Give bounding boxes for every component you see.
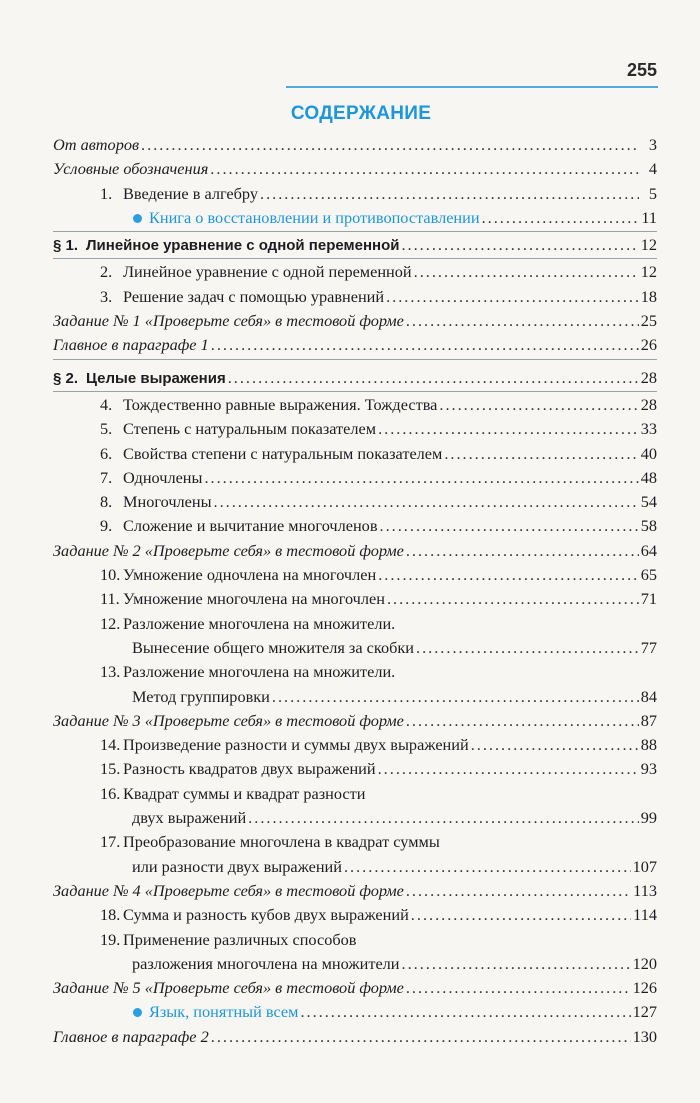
entry-label: Разложение многочлена на множители. bbox=[123, 662, 396, 682]
leader-dots bbox=[406, 539, 639, 563]
toc-entry[interactable] bbox=[53, 879, 657, 903]
bullet-icon bbox=[133, 214, 142, 223]
entry-label: Степень с натуральным показателем bbox=[123, 419, 377, 439]
toc-entry-continuation[interactable] bbox=[53, 685, 657, 709]
entry-page: 40 bbox=[640, 443, 657, 463]
entry-page: 58 bbox=[640, 516, 657, 536]
entry-label: Решение задач с помощью уравнений bbox=[123, 286, 385, 306]
entry-page: 11 bbox=[641, 207, 657, 227]
entry-label: Преобразование многочлена в квадрат суммы bbox=[123, 832, 440, 852]
entry-label: Задание № 5 «Проверьте себя» в тестовой форме bbox=[53, 978, 404, 998]
leader-dots bbox=[482, 206, 639, 230]
entry-label: Одночлены bbox=[123, 467, 203, 487]
toc-entry[interactable] bbox=[53, 612, 657, 636]
leader-dots bbox=[439, 393, 638, 417]
toc-entry[interactable] bbox=[53, 903, 657, 927]
entry-label: Произведение разности и суммы двух выражений bbox=[123, 735, 469, 755]
entry-page: 28 bbox=[640, 367, 657, 387]
leader-dots bbox=[378, 417, 639, 441]
entry-number: 1. bbox=[100, 183, 113, 203]
toc-entry[interactable] bbox=[53, 417, 657, 441]
toc-entry[interactable] bbox=[53, 928, 657, 952]
toc-entry[interactable] bbox=[53, 309, 657, 333]
entry-page: 88 bbox=[640, 735, 657, 755]
entry-number: 14. bbox=[100, 735, 121, 755]
entry-label: Главное в параграфе 2 bbox=[53, 1026, 209, 1046]
entry-number: 5. bbox=[100, 419, 113, 439]
toc-entry[interactable] bbox=[53, 206, 657, 230]
entry-label: Свойства степени с натуральным показателем bbox=[123, 443, 443, 463]
toc-entry[interactable] bbox=[53, 442, 657, 466]
entry-number: 19. bbox=[100, 929, 121, 949]
entry-label: Вынесение общего множителя за скобки bbox=[132, 637, 415, 657]
entry-label: двух выражений bbox=[132, 808, 247, 828]
toc-entry-continuation[interactable] bbox=[53, 855, 657, 879]
leader-dots bbox=[411, 903, 631, 927]
leader-dots bbox=[260, 182, 639, 206]
entry-label: Сумма и разность кубов двух выражений bbox=[123, 905, 409, 925]
entry-page: 18 bbox=[640, 286, 657, 306]
toc-entry[interactable] bbox=[53, 976, 657, 1000]
leader-dots bbox=[406, 709, 639, 733]
page-title: СОДЕРЖАНИЕ bbox=[290, 103, 432, 124]
entry-number: 15. bbox=[100, 759, 121, 779]
entry-label: Умножение одночлена на многочлен bbox=[123, 565, 377, 585]
leader-dots bbox=[378, 757, 639, 781]
entry-page: 99 bbox=[640, 808, 657, 828]
entry-page: 114 bbox=[633, 905, 657, 925]
leader-dots bbox=[406, 879, 631, 903]
leader-dots bbox=[300, 1000, 630, 1024]
toc-entry[interactable] bbox=[53, 1025, 657, 1049]
entry-label: Метод группировки bbox=[132, 686, 270, 706]
entry-label: Книга о восстановлении и противопоставлении bbox=[149, 207, 480, 227]
entry-number: 8. bbox=[100, 492, 113, 512]
leader-dots bbox=[406, 309, 639, 333]
entry-label: Тождественно равные выражения. Тождества bbox=[123, 394, 438, 414]
toc-entry[interactable] bbox=[53, 285, 657, 309]
toc-entry[interactable] bbox=[53, 260, 657, 284]
entry-number: 3. bbox=[100, 286, 113, 306]
entry-page: 26 bbox=[640, 335, 657, 355]
toc-entry[interactable] bbox=[53, 393, 657, 417]
entry-page: 48 bbox=[640, 467, 657, 487]
entry-page: 130 bbox=[632, 1026, 657, 1046]
leader-dots bbox=[406, 976, 631, 1000]
leader-dots bbox=[387, 587, 639, 611]
entry-page: 84 bbox=[640, 686, 657, 706]
entry-label: Разложение многочлена на множители. bbox=[123, 613, 396, 633]
toc-entry[interactable] bbox=[53, 133, 657, 157]
entry-label: Задание № 2 «Проверьте себя» в тестовой форме bbox=[53, 540, 404, 560]
leader-dots bbox=[402, 952, 631, 976]
entry-page: 28 bbox=[640, 394, 657, 414]
header-rule bbox=[286, 86, 658, 88]
entry-page: 107 bbox=[632, 856, 657, 876]
section-label: Целые выражения bbox=[86, 369, 226, 387]
entry-page: 127 bbox=[632, 1002, 657, 1022]
toc-entry[interactable] bbox=[53, 830, 657, 854]
leader-dots bbox=[214, 490, 639, 514]
entry-number: 11. bbox=[100, 589, 120, 609]
toc-entry-continuation[interactable] bbox=[53, 636, 657, 660]
leader-dots bbox=[228, 366, 639, 390]
entry-number: 9. bbox=[100, 516, 113, 536]
entry-label: или разности двух выражений bbox=[132, 856, 342, 876]
entry-number: 16. bbox=[100, 783, 121, 803]
toc-section[interactable] bbox=[53, 366, 657, 390]
toc-entry[interactable] bbox=[53, 157, 657, 181]
leader-dots bbox=[211, 1025, 631, 1049]
toc-entry[interactable] bbox=[53, 490, 657, 514]
toc-entry[interactable] bbox=[53, 514, 657, 538]
section-divider bbox=[53, 391, 657, 392]
entry-page: 33 bbox=[640, 419, 657, 439]
entry-number: 10. bbox=[100, 565, 121, 585]
entry-label: Введение в алгебру bbox=[123, 183, 258, 203]
toc-entry[interactable] bbox=[53, 333, 657, 357]
entry-page: 25 bbox=[640, 311, 657, 331]
leader-dots bbox=[211, 333, 639, 357]
entry-page: 87 bbox=[640, 710, 657, 730]
page-number: 255 bbox=[626, 60, 657, 80]
entry-page: 71 bbox=[640, 589, 657, 609]
entry-label: Задание № 1 «Проверьте себя» в тестовой форме bbox=[53, 311, 404, 331]
leader-dots bbox=[416, 636, 639, 660]
entry-page: 12 bbox=[640, 235, 657, 255]
table-of-contents bbox=[53, 133, 657, 1049]
entry-page: 126 bbox=[632, 978, 657, 998]
entry-number: 6. bbox=[100, 443, 113, 463]
toc-entry[interactable] bbox=[53, 757, 657, 781]
toc-entry[interactable] bbox=[53, 182, 657, 206]
entry-label: Язык, понятный всем bbox=[149, 1002, 299, 1022]
section-label: Линейное уравнение с одной переменной bbox=[86, 237, 400, 255]
entry-label: Многочлены bbox=[123, 492, 212, 512]
toc-entry[interactable] bbox=[53, 587, 657, 611]
toc-entry[interactable] bbox=[53, 709, 657, 733]
toc-entry[interactable] bbox=[53, 660, 657, 684]
section-number: § 2. bbox=[53, 369, 79, 387]
leader-dots bbox=[141, 133, 639, 157]
entry-number: 7. bbox=[100, 467, 113, 487]
toc-entry[interactable] bbox=[53, 782, 657, 806]
entry-label: Условные обозначения bbox=[53, 159, 209, 179]
entry-label: разложения многочлена на множители bbox=[132, 953, 400, 973]
leader-dots bbox=[386, 285, 639, 309]
entry-number: 4. bbox=[100, 394, 113, 414]
leader-dots bbox=[272, 685, 639, 709]
section-divider bbox=[53, 359, 657, 360]
entry-number: 12. bbox=[100, 613, 121, 633]
entry-label: Разность квадратов двух выражений bbox=[123, 759, 376, 779]
leader-dots bbox=[471, 733, 639, 757]
entry-label: Задание № 4 «Проверьте себя» в тестовой форме bbox=[53, 880, 404, 900]
toc-entry-continuation[interactable] bbox=[53, 806, 657, 830]
entry-page: 12 bbox=[640, 262, 657, 282]
entry-label: Главное в параграфе 1 bbox=[53, 335, 209, 355]
entry-page: 120 bbox=[632, 953, 657, 973]
entry-page: 113 bbox=[633, 880, 657, 900]
entry-page: 54 bbox=[640, 492, 657, 512]
entry-page: 93 bbox=[640, 759, 657, 779]
entry-page: 65 bbox=[640, 565, 657, 585]
leader-dots bbox=[344, 855, 631, 879]
entry-page: 4 bbox=[648, 159, 657, 179]
leader-dots bbox=[444, 442, 638, 466]
entry-label: От авторов bbox=[53, 135, 140, 154]
entry-label: Применение различных способов bbox=[123, 929, 357, 949]
entry-label: Умножение многочлена на многочлен bbox=[123, 589, 385, 609]
toc-entry[interactable] bbox=[53, 1000, 657, 1024]
bullet-icon bbox=[133, 1008, 142, 1017]
entry-page: 64 bbox=[640, 540, 657, 560]
toc-entry[interactable] bbox=[53, 733, 657, 757]
entry-label: Сложение и вычитание многочленов bbox=[123, 516, 378, 536]
leader-dots bbox=[380, 514, 639, 538]
leader-dots bbox=[378, 563, 639, 587]
leader-dots bbox=[210, 157, 639, 181]
section-divider bbox=[53, 258, 657, 259]
leader-dots bbox=[204, 466, 638, 490]
leader-dots bbox=[248, 806, 639, 830]
entry-page: 77 bbox=[640, 637, 657, 657]
toc-entry[interactable] bbox=[53, 539, 657, 563]
toc-entry-continuation[interactable] bbox=[53, 952, 657, 976]
toc-entry[interactable] bbox=[53, 466, 657, 490]
entry-label: Квадрат суммы и квадрат разности bbox=[123, 783, 366, 803]
section-number: § 1. bbox=[53, 237, 79, 255]
entry-number: 17. bbox=[100, 832, 121, 852]
section-divider bbox=[53, 231, 657, 232]
entry-label: Задание № 3 «Проверьте себя» в тестовой форме bbox=[53, 710, 404, 730]
leader-dots bbox=[414, 260, 639, 284]
entry-number: 13. bbox=[100, 662, 121, 682]
entry-label: Линейное уравнение с одной переменной bbox=[123, 262, 412, 282]
toc-section[interactable] bbox=[53, 233, 657, 257]
leader-dots bbox=[401, 233, 638, 257]
toc-entry[interactable] bbox=[53, 563, 657, 587]
entry-number: 2. bbox=[100, 262, 113, 282]
entry-page: 3 bbox=[648, 135, 657, 154]
entry-number: 18. bbox=[100, 905, 121, 925]
entry-page: 5 bbox=[648, 183, 657, 203]
